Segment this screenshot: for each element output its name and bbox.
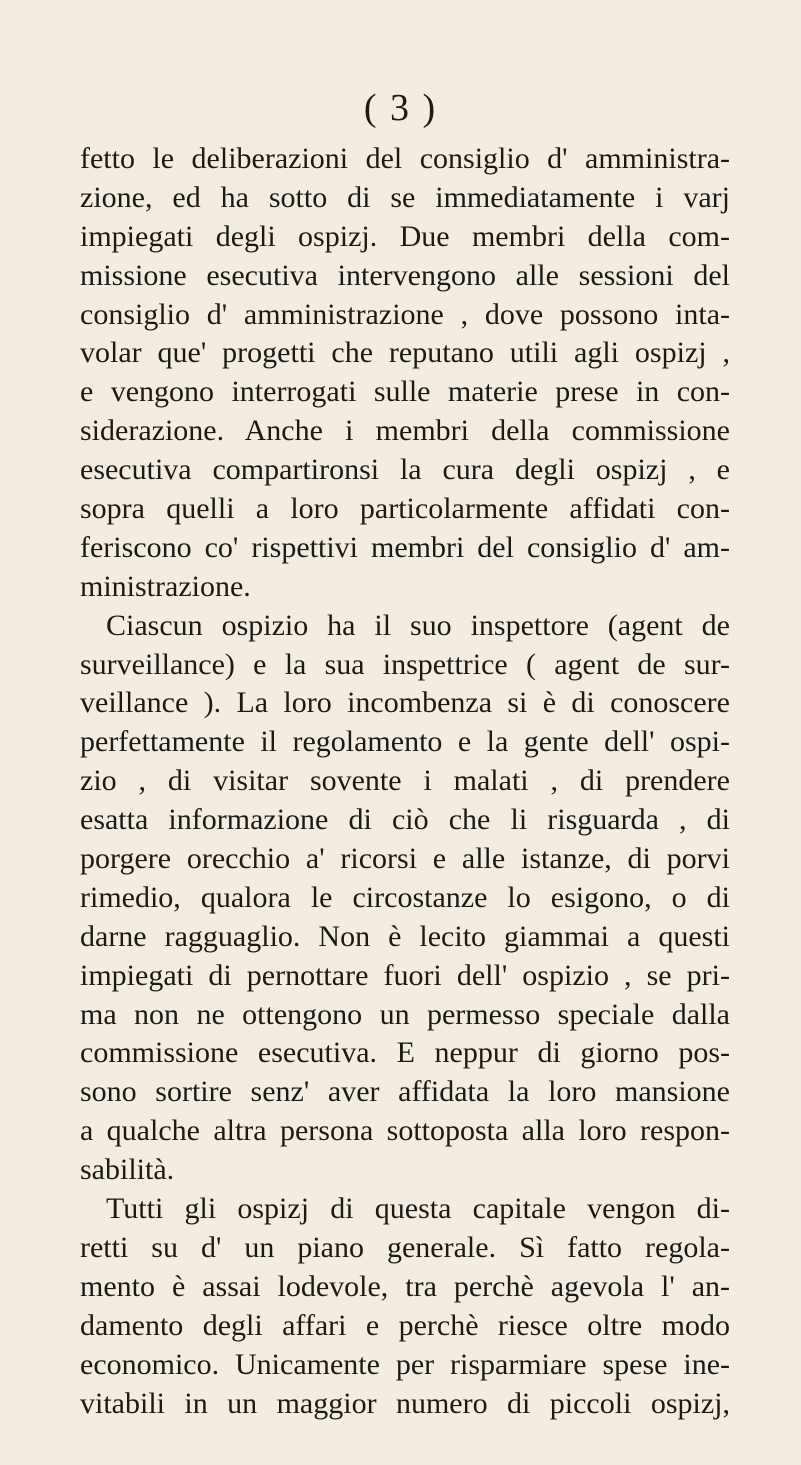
text-line-23: ma non ne ottengono un permesso speciale dalla: [80, 997, 730, 1031]
text-line-24: commissione esecutiva. E neppur di giorno pos-: [80, 1036, 730, 1070]
text-line-1: fetto le deliberazioni del consiglio d' amministra-: [80, 142, 730, 175]
text-line-29: retti su d' un piano generale. Sì fatto regola-: [80, 1230, 730, 1264]
text-line-26: a qualche altra persona sottoposta alla loro respon-: [80, 1114, 730, 1148]
text-line-20: rimedio, qualora le circostanze lo esigono, o di: [80, 880, 730, 914]
text-line-22: impiegati di pernottare fuori dell' ospizio , se pri-: [80, 958, 730, 992]
text-line-14: surveillance) e la sua inspettrice ( agent de sur-: [80, 647, 730, 681]
text-line-3: impiegati degli ospizj. Due membri della com-: [80, 219, 730, 253]
text-line-13: Ciascun ospizio ha il suo inspettore (agent de: [106, 608, 730, 642]
text-line-4: missione esecutiva intervengono alle sessioni del: [80, 258, 730, 292]
text-line-33: vitabili in un maggior numero di piccoli ospizj,: [80, 1386, 730, 1420]
text-line-9: esecutiva compartironsi la cura degli ospizj , e: [80, 453, 730, 487]
text-line-2: zione, ed ha sotto di se immediatamente i varj: [80, 180, 730, 214]
text-line-32: economico. Unicamente per risparmiare spese ine-: [80, 1347, 730, 1381]
text-line-8: siderazione. Anche i membri della commissione: [80, 414, 730, 448]
text-line-30: mento è assai lodevole, tra perchè agevola l' an-: [80, 1269, 730, 1303]
text-line-31: damento degli affari e perchè riesce oltre modo: [80, 1308, 730, 1342]
text-line-5: consiglio d' amministrazione , dove possono inta-: [80, 297, 730, 331]
text-line-21: darne ragguaglio. Non è lecito giammai a questi: [80, 919, 730, 953]
text-line-17: zio , di visitar sovente i malati , di prendere: [80, 764, 730, 798]
text-line-18: esatta informazione di ciò che li risguarda , di: [80, 803, 730, 837]
text-line-28: Tutti gli ospizj di questa capitale vengon di-: [106, 1192, 730, 1226]
page-number: ( 3 ): [363, 87, 438, 129]
text-line-25: sono sortire senz' aver affidata la loro mansione: [80, 1075, 730, 1109]
body-text: [80, 140, 730, 1423]
text-line-16: perfettamente il regolamento e la gente dell' ospi-: [80, 725, 730, 759]
text-line-12: ministrazione.: [80, 569, 251, 603]
text-line-19: porgere orecchio a' ricorsi e alle istanze, di porvi: [80, 842, 730, 876]
text-line-11: feriscono co' rispettivi membri del consiglio d' am-: [80, 530, 730, 564]
text-line-10: sopra quelli a loro particolarmente affidati con-: [80, 492, 730, 526]
text-line-6: volar que' progetti che reputano utili agli ospizj ,: [80, 336, 730, 370]
text-line-27: sabilità.: [80, 1153, 175, 1187]
text-line-7: e vengono interrogati sulle materie prese in con-: [80, 375, 730, 409]
text-line-15: veillance ). La loro incombenza si è di conoscere: [80, 686, 730, 720]
